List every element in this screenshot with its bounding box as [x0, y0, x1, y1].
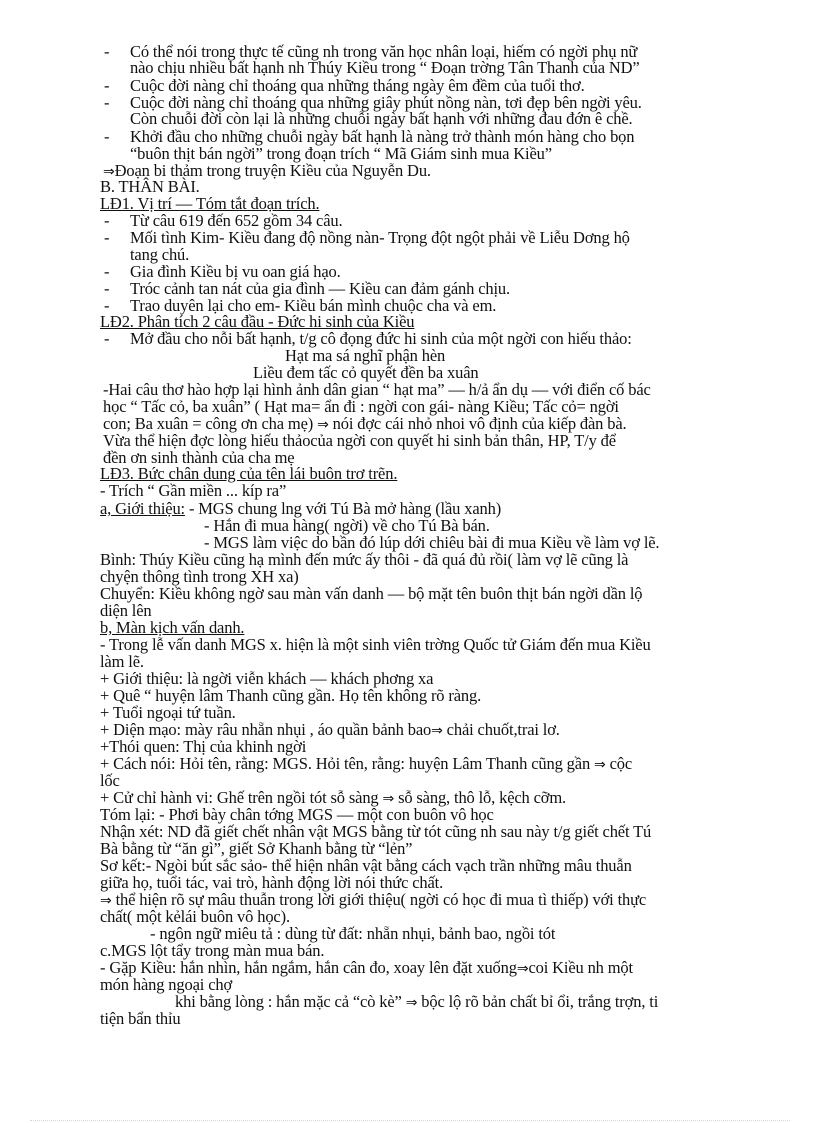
- text-line: [103, 382, 651, 398]
- text-line: [100, 569, 299, 585]
- text-run: - MGS chung lng với Tú Bà mở hàng (lầu xanh): [184, 499, 502, 518]
- bullet-dash: -: [104, 127, 110, 146]
- text-line: [100, 552, 628, 568]
- text-run: - Trong lễ vấn danh MGS x. hiện là một sinh viên trờng Quốc tử Giám đến mua Kiều: [100, 635, 651, 654]
- text-run: Bà bằng từ “ăn gì”, giết Sở Khanh bằng từ “lẻn”: [100, 839, 413, 858]
- text-line: [100, 654, 144, 670]
- text-run: B. THÂN BÀI.: [100, 177, 200, 196]
- text-run: + Tuổi ngoại tứ tuần.: [100, 703, 236, 722]
- text-line: [104, 211, 343, 230]
- text-line: [253, 365, 479, 381]
- text-line: [100, 671, 433, 687]
- implies-arrow-icon: ⇒: [405, 995, 418, 1011]
- bullet-dash: -: [104, 76, 110, 95]
- text-line: [100, 909, 290, 925]
- text-line: [100, 688, 481, 704]
- text-run: Có thể nói trong thực tế cũng nh trong văn học nhân loại, hiếm có ngời phụ nữ: [130, 42, 638, 61]
- text-line: [104, 228, 630, 247]
- text-run: chất( một kẻlái buôn vô học).: [100, 907, 290, 926]
- text-run: thể hiện rõ sự mâu thuẫn trong lời giới thiệu( ngời có học đi mua tì thiếp) với thực: [111, 890, 647, 909]
- text-line: [104, 279, 511, 298]
- text-run: “buôn thịt bán ngời” trong đoạn trích “ Mã Giám sinh mua Kiều”: [130, 144, 552, 163]
- text-run: Cuộc đời nàng chỉ thoáng qua những giây phút nồng nàn, tơi đẹp bên ngời yêu.: [130, 93, 642, 112]
- section-heading: LĐ1. Vị trí — Tóm tắt đoạn trích.: [100, 194, 320, 213]
- text-run: con; Ba xuân = công ơn cha mẹ): [103, 414, 318, 433]
- text-line: [103, 433, 616, 449]
- text-run: + Cách nói: Hỏi tên, rằng: MGS. Hỏi tên, rằng: huyện Lâm Thanh cũng gần: [100, 754, 595, 773]
- text-line: [150, 926, 555, 942]
- text-run: + Giới thiệu: là ngời viễn khách — khách phơng xa: [100, 669, 434, 688]
- text-run: - Gặp Kiều: hắn nhìn, hắn ngắm, hắn cân đo, xoay lên đặt xuống: [100, 958, 517, 977]
- text-run: - Hắn đi mua hàng( ngời) về cho Tú Bà bán.: [204, 516, 490, 535]
- implies-arrow-icon: ⇒: [103, 164, 115, 180]
- text-run: Sơ kết:- Ngòi bút sắc sảo- thể hiện nhân vật bằng cách vạch trần những mâu thuẫn: [100, 856, 632, 875]
- text-line: [103, 399, 619, 415]
- text-line: [104, 329, 632, 348]
- text-line: [175, 994, 658, 1012]
- text-run: + Cử chỉ hành vi: Ghế trên ngồi tót sỗ sàng: [100, 788, 383, 807]
- text-line: [100, 705, 236, 721]
- text-line: [100, 620, 244, 636]
- text-run: Vừa thể hiện đợc lòng hiếu thảocủa ngời con quyết hi sinh bản thân, HP, T/y để: [103, 431, 616, 450]
- implies-arrow-icon: ⇒: [431, 723, 443, 739]
- text-run: +Thói quen: Thị của khinh ngời: [100, 737, 307, 756]
- text-run: Tróc cảnh tan nát của gia đình — Kiều can đảm gánh chịu.: [130, 279, 511, 298]
- text-line: [130, 146, 552, 162]
- section-heading: b, Màn kịch vấn danh.: [100, 618, 245, 637]
- text-run: khi bằng lòng : hắn mặc cả “cò kè”: [175, 992, 406, 1011]
- text-line: [100, 586, 642, 602]
- text-run: Nhận xét: ND đã giết chết nhân vật MGS bằng từ tót cũng nh sau này t/g giết chết Tú: [100, 822, 652, 841]
- text-run: Khởi đầu cho những chuỗi ngày bất hạnh là nàng trở thành món hàng cho bọn: [130, 127, 635, 146]
- bullet-dash: -: [104, 329, 110, 348]
- implies-arrow-icon: ⇒: [382, 791, 395, 807]
- text-line: [100, 314, 414, 330]
- text-run: sỗ sàng, thô lỗ, kệch cỡm.: [394, 788, 567, 807]
- text-run: giữa họ, tuổi tác, vai trò, hành động lời nói thức chất.: [100, 873, 444, 892]
- text-run: Liều đem tấc cỏ quyết đền ba xuân: [253, 363, 479, 382]
- section-heading: a, Giới thiệu:: [100, 499, 185, 518]
- text-line: [100, 483, 286, 499]
- bullet-dash: -: [104, 211, 110, 230]
- text-line: [130, 60, 640, 76]
- page-bottom-divider: [30, 1120, 790, 1121]
- text-run: nào chịu nhiều bất hạnh nh Thúy Kiều trong “ Đoạn trờng Tân Thanh của ND”: [130, 58, 640, 77]
- text-line: [104, 262, 341, 281]
- text-line: [104, 76, 585, 95]
- section-heading: LĐ3. Bức chân dung của tên lái buôn trơ trẽn.: [100, 464, 398, 483]
- text-run: coi Kiều nh một: [528, 958, 633, 977]
- text-run: Chuyển: Kiều không ngờ sau màn vấn danh — bộ mặt tên buôn thịt bán ngời dần lộ: [100, 584, 643, 603]
- text-run: lốc: [100, 771, 120, 790]
- text-line: [100, 875, 443, 891]
- text-line: [130, 247, 189, 263]
- text-line: [100, 196, 319, 212]
- text-run: - ngôn ngữ miêu tả : dùng từ đất: nhẵn nhụi, bảnh bao, ngồi tót: [150, 924, 556, 943]
- text-run: + Diện mạo: mày râu nhẵn nhụi , áo quần bảnh bao: [100, 720, 432, 739]
- bullet-dash: -: [104, 228, 110, 247]
- text-run: bộc lộ rõ bản chất bỉ ổi, trắng trợn, ti: [417, 992, 659, 1011]
- text-run: chải chuốt,trai lơ.: [442, 720, 560, 739]
- text-run: + Quê “ huyện lâm Thanh cũng gần. Họ tên không rõ ràng.: [100, 686, 482, 705]
- text-run: Còn chuỗi đời còn lại là những chuỗi ngày bất hạnh với những đau đớn ê chề.: [130, 109, 633, 128]
- bullet-dash: -: [104, 262, 110, 281]
- text-line: [130, 111, 633, 127]
- bullet-dash: -: [104, 279, 110, 298]
- section-heading: LĐ2. Phân tích 2 câu đầu - Đức hi sinh của Kiều: [100, 312, 415, 331]
- text-line: [100, 1011, 181, 1027]
- text-line: [100, 637, 651, 653]
- text-run: Cuộc đời nàng chỉ thoáng qua những tháng ngày êm đềm của tuổi thơ.: [130, 76, 585, 95]
- bullet-dash: -: [104, 93, 110, 112]
- text-run: Gia đình Kiều bị vu oan giá hạo.: [130, 262, 341, 281]
- text-run: Từ câu 619 đến 652 gồm 34 câu.: [130, 211, 343, 230]
- text-line: [100, 977, 232, 993]
- text-line: [104, 127, 635, 146]
- text-run: Đoạn bi thảm trong truyện Kiều của Nguyễn Du.: [114, 161, 431, 180]
- text-line: [100, 466, 397, 482]
- text-line: [100, 824, 651, 840]
- bullet-dash: -: [104, 42, 110, 61]
- text-line: [100, 773, 120, 789]
- text-run: tiện bẩn thỉu: [100, 1009, 181, 1028]
- text-run: đền ơn sinh thành của cha mẹ: [103, 448, 295, 467]
- text-run: cộc: [605, 754, 633, 773]
- text-line: [204, 518, 490, 534]
- text-run: -Hai câu thơ hào hợp lại hình ảnh dân gian “ hạt ma” — h/ả ẩn dụ — với điển cố bác: [103, 380, 651, 399]
- text-run: làm lẽ.: [100, 652, 144, 671]
- text-run: Trao duyên lại cho em- Kiều bán mình chuộc cha và em.: [130, 296, 497, 315]
- text-run: diện lên: [100, 601, 152, 620]
- text-run: c.MGS lột tẩy trong màn mua bán.: [100, 941, 325, 960]
- implies-arrow-icon: ⇒: [594, 757, 606, 773]
- text-run: Hạt ma sá nghĩ phận hèn: [285, 346, 446, 365]
- implies-arrow-icon: ⇒: [100, 893, 112, 909]
- text-run: Mối tình Kim- Kiều đang độ nồng nàn- Trọng đột ngột phải về Liễu Dơng hộ: [130, 228, 630, 247]
- bullet-dash: -: [104, 296, 110, 315]
- text-run: nói đợc cái nhỏ nhoi vô định của kiếp đàn bà.: [328, 414, 627, 433]
- text-line: [204, 535, 659, 551]
- text-run: học “ Tấc cỏ, ba xuân” ( Hạt ma= ẩn đi : ngời con gái- nàng Kiều; Tấc cỏ= ngời: [103, 397, 619, 416]
- text-run: - Trích “ Gần miền ... kíp ra”: [100, 481, 287, 500]
- text-line: [285, 348, 445, 364]
- text-run: tang chú.: [130, 245, 190, 264]
- text-line: [100, 807, 494, 823]
- text-run: Mở đầu cho nỗi bất hạnh, t/g cô đọng đức hi sinh của một ngời con hiếu thảo:: [130, 329, 632, 348]
- text-run: chyện thông tình trong XH xa): [100, 567, 299, 586]
- text-line: [100, 501, 501, 517]
- text-line: [100, 858, 632, 874]
- text-line: [100, 739, 306, 755]
- text-run: Bình: Thúy Kiều cũng hạ mình đến mức ấy thôi - đã quá đủ rồi( làm vợ lẽ cũng là: [100, 550, 629, 569]
- text-run: - MGS làm việc do bần đó lúp dới chiêu bài đi mua Kiều về làm vợ lẽ.: [204, 533, 660, 552]
- text-line: [100, 943, 324, 959]
- text-line: [100, 603, 152, 619]
- text-run: Tóm lại: - Phơi bày chân tớng MGS — một con buôn vô học: [100, 805, 494, 824]
- text-line: [100, 756, 632, 774]
- implies-arrow-icon: ⇒: [317, 417, 329, 433]
- text-line: [100, 841, 412, 857]
- implies-arrow-icon: ⇒: [516, 961, 529, 977]
- text-line: [100, 179, 200, 195]
- text-run: món hàng ngoại chợ: [100, 975, 233, 994]
